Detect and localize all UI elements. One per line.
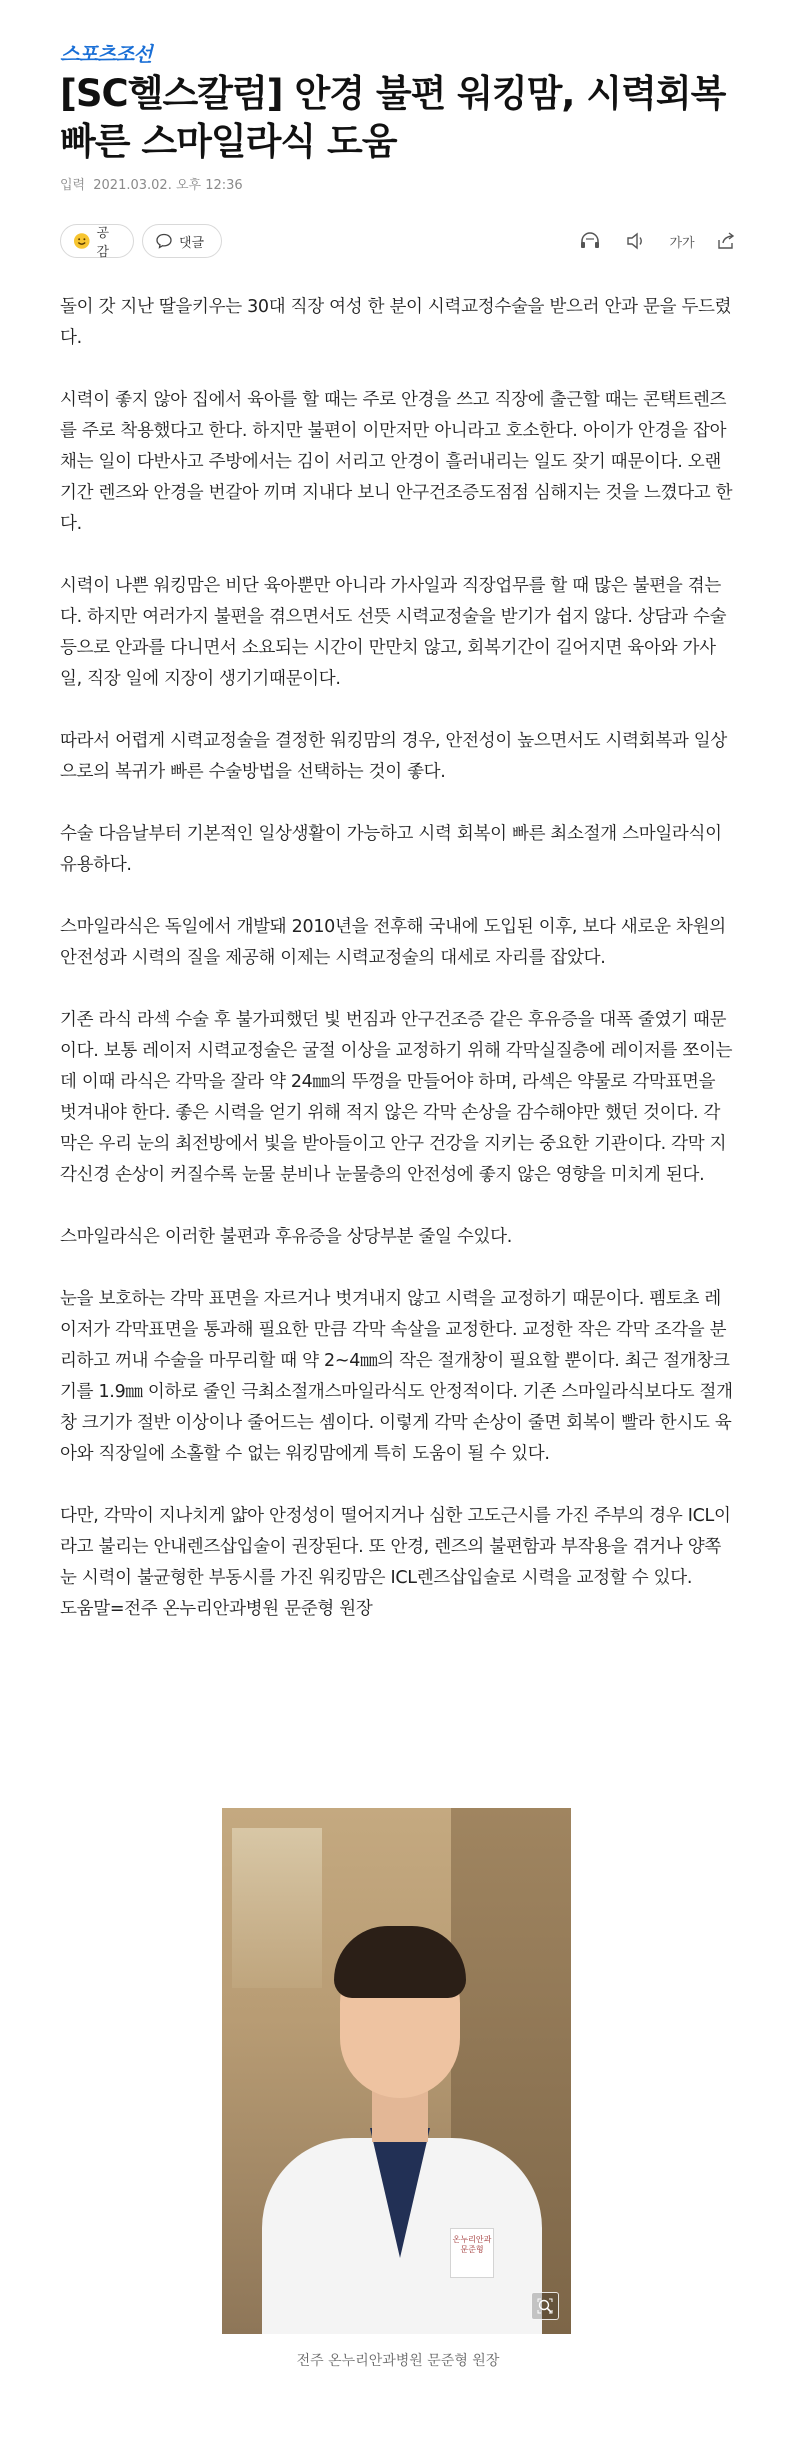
smile-icon bbox=[73, 232, 91, 250]
credit-line: 도움말=전주 온누리안과병원 문준형 원장 bbox=[60, 1599, 373, 1619]
paragraph: 시력이 좋지 않아 집에서 육아를 할 때는 주로 안경을 쓰고 직장에 출근할 때는 콘택트렌즈를 주로 착용했다고 한다. 하지만 불편이 이만저만 아니라고 호소한다. 아이가 안경을 잡아채는 일이 다반사고 주방에서는 김이 서리고 안경이 흘러내리는 일도 잦기 때문이다. 오랜 기간 렌즈와 안경을 번갈아 끼며 지내다 보니 안구건조증도점점 심해지는 것을 느꼈다고 한다. bbox=[60, 390, 733, 534]
speaker-icon bbox=[625, 231, 647, 251]
publish-date: 2021.03.02. 오후 12:36 bbox=[93, 178, 243, 193]
photo-doctor-hair bbox=[334, 1926, 466, 1998]
article-toolbar bbox=[60, 224, 736, 264]
font-size-button[interactable] bbox=[668, 228, 696, 254]
empathy-button[interactable] bbox=[60, 224, 134, 258]
article-title: [SC헬스칼럼] 안경 불편 워킹맘, 시력회복 빠른 스마일라식 도움 bbox=[60, 72, 726, 163]
site-logo[interactable]: 스포츠조선 bbox=[60, 42, 152, 66]
share-button[interactable] bbox=[712, 228, 740, 254]
photo-background-window bbox=[232, 1828, 322, 1988]
zoom-icon bbox=[537, 2298, 553, 2314]
article-photo[interactable] bbox=[222, 1808, 571, 2334]
zoom-button[interactable] bbox=[531, 2292, 559, 2320]
share-icon bbox=[715, 231, 737, 251]
comment-icon bbox=[155, 232, 173, 250]
article-body bbox=[60, 292, 736, 1625]
paragraph: 따라서 어렵게 시력교정술을 결정한 워킹맘의 경우, 안전성이 높으면서도 시력회복과 일상으로의 복귀가 빠른 수술방법을 선택하는 것이 좋다. bbox=[60, 731, 728, 782]
comment-label: 댓글 bbox=[179, 235, 205, 251]
paragraph: 시력이 나쁜 워킹맘은 비단 육아뿐만 아니라 가사일과 직장업무를 할 때 많은 불편을 겪는다. 하지만 여러가지 불편을 겪으면서도 선뜻 시력교정술을 받기가 쉽지 않다. 상담과 수술 등으로 안과를 다니면서 소요되는 시간이 만만치 않고, 회복기간이 길어지면 육아와 가사일, 직장 일에 지장이 생기기때문이다. bbox=[60, 576, 727, 689]
paragraph: 다만, 각막이 지나치게 얇아 안정성이 떨어지거나 심한 고도근시를 가진 주부의 경우 ICL이라고 불리는 안내렌즈삽입술이 권장된다. 또 안경, 렌즈의 불편함과 부작용을 겪거나 양쪽 눈 시력이 불균형한 부동시를 가진 워킹맘은 ICL렌즈삽입술로 시력을 교정할 수 있다. bbox=[60, 1506, 731, 1588]
headphone-icon bbox=[579, 231, 601, 251]
comment-button[interactable] bbox=[142, 224, 222, 258]
paragraph: 수술 다음날부터 기본적인 일상생활이 가능하고 시력 회복이 빠른 최소절개 스마일라식이 유용하다. bbox=[60, 824, 722, 875]
photo-caption: 전주 온누리안과병원 문준형 원장 bbox=[296, 2353, 500, 2369]
font-size-label: 가가 bbox=[669, 235, 695, 251]
photo-name-badge: 온누리안과 문준형 bbox=[450, 2228, 494, 2278]
paragraph: 눈을 보호하는 각막 표면을 자르거나 벗겨내지 않고 시력을 교정하기 때문이다. 펨토초 레이저가 각막표면을 통과해 필요한 만큼 각막 속살을 교정한다. 교정한 작은 각막 조각을 분리하고 꺼내 수술을 마무리할 때 약 2~4㎜의 작은 절개창이 필요할 뿐이다. 최근 절개창크기를 1.9㎜ 이하로 줄인 극최소절개스마일라식도 안정적이다. 기존 스마일라식보다도 절개창 크기가 절반 이상이나 줄어드는 셈이다. 이렇게 각막 손상이 줄면 회복이 빨라 한시도 육아와 직장일에 소홀할 수 없는 워킹맘에게 특히 도움이 될 수 있다. bbox=[60, 1289, 733, 1464]
paragraph: 돌이 갓 지난 딸을키우는 30대 직장 여성 한 분이 시력교정수술을 받으러 안과 문을 두드렸다. bbox=[60, 297, 732, 348]
paragraph: 스마일라식은 독일에서 개발돼 2010년을 전후해 국내에 도입된 이후, 보다 새로운 차원의 안전성과 시력의 질을 제공해 이제는 시력교정술의 대세로 자리를 잡았다. bbox=[60, 917, 726, 968]
date-label: 입력 bbox=[60, 178, 86, 193]
paragraph: 기존 라식 라섹 수술 후 불가피했던 빛 번짐과 안구건조증 같은 후유증을 대폭 줄였기 때문이다. 보통 레이저 시력교정술은 굴절 이상을 교정하기 위해 각막실질층에 레이저를 쪼이는데 이때 라식은 각막을 잘라 약 24㎜의 뚜껑을 만들어야 하며, 라섹은 약물로 각막표면을 벗겨내야 한다. 좋은 시력을 얻기 위해 적지 않은 각막 손상을 감수해야만 했던 것이다. 각막은 우리 눈의 최전방에서 빛을 받아들이고 안구 건강을 지키는 중요한 기관이다. 각막 지각신경 손상이 커질수록 눈물 분비나 눈물층의 안전성에 좋지 않은 영향을 미치게 된다. bbox=[60, 1010, 733, 1185]
listen-button[interactable] bbox=[576, 228, 604, 254]
paragraph: 스마일라식은 이러한 불편과 후유증을 상당부분 줄일 수있다. bbox=[60, 1227, 512, 1247]
article-meta bbox=[60, 174, 243, 193]
empathy-label: 공감 bbox=[96, 226, 110, 260]
volume-button[interactable] bbox=[622, 228, 650, 254]
